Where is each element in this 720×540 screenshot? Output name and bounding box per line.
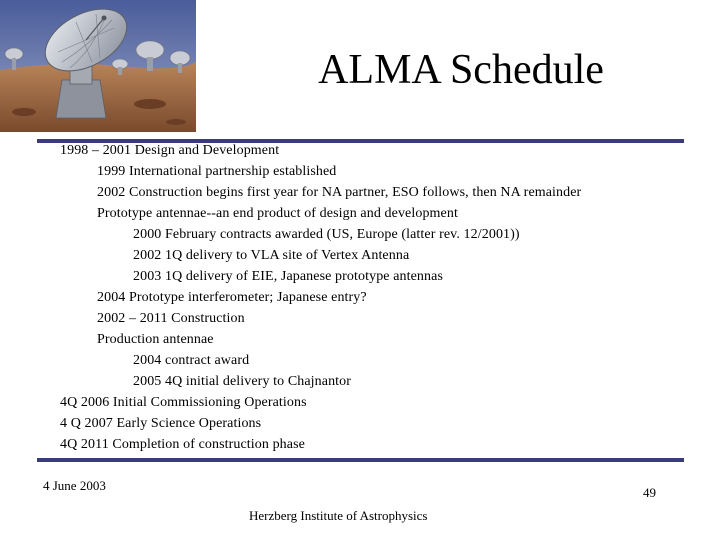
outline-item: 2004 Prototype interferometer; Japanese entry?: [97, 290, 367, 305]
radio-telescope-antennas-image: [0, 0, 196, 132]
footer-divider: [37, 458, 684, 462]
outline-item: 2002 1Q delivery to VLA site of Vertex Antenna: [133, 248, 410, 263]
page-number: 49: [643, 485, 656, 500]
slide-title: ALMA Schedule: [318, 47, 604, 93]
outline-item: 2000 February contracts awarded (US, Europe (latter rev. 12/2001)): [133, 227, 520, 242]
outline-item: 4Q 2011 Completion of construction phase: [60, 437, 305, 452]
outline-item: Production antennae: [97, 332, 214, 347]
footer-organization: Herzberg Institute of Astrophysics: [249, 508, 428, 523]
outline-item: 2002 Construction begins first year for NA partner, ESO follows, then NA remainder: [97, 185, 582, 200]
outline-item: 2003 1Q delivery of EIE, Japanese prototype antennas: [133, 269, 443, 284]
outline-item: 4Q 2006 Initial Commissioning Operations: [60, 395, 307, 410]
outline-item: 2005 4Q initial delivery to Chajnantor: [133, 374, 352, 389]
outline-item: 1999 International partnership established: [97, 164, 337, 179]
footer-date: 4 June 2003: [43, 478, 106, 493]
outline-item: 2002 – 2011 Construction: [97, 311, 245, 326]
schedule-outline: [0, 142, 720, 456]
outline-item: 4 Q 2007 Early Science Operations: [60, 416, 262, 431]
outline-item: 2004 contract award: [133, 353, 250, 368]
outline-item: Prototype antennae--an end product of design and development: [97, 206, 458, 221]
outline-item: 1998 – 2001 Design and Development: [60, 143, 280, 158]
